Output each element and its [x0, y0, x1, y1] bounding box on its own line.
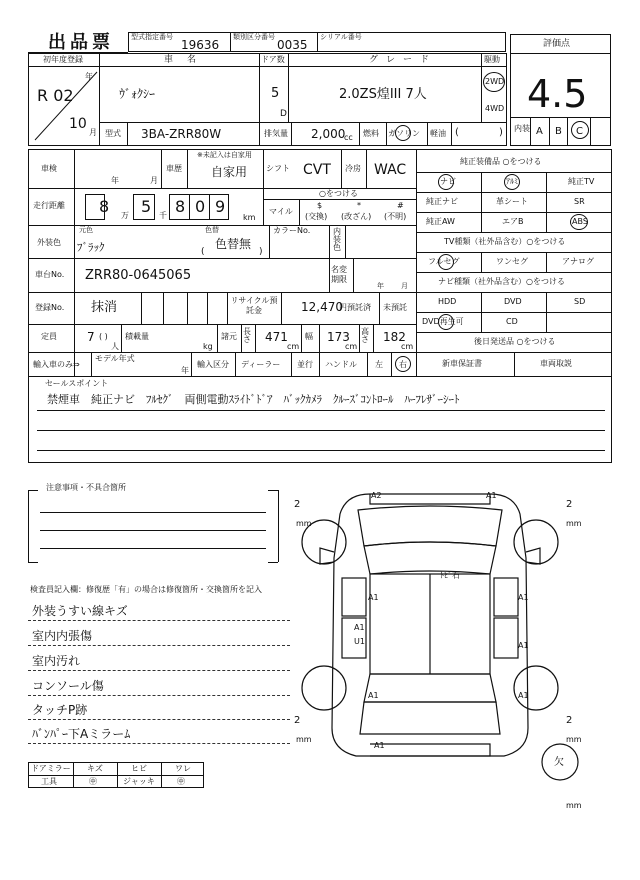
mileage-digit-1: 8 [99, 197, 110, 216]
original-color: ﾌﾞﾗｯｸ [77, 241, 105, 254]
repaint: 色替無 [215, 237, 252, 251]
nav-dvd: DVD [504, 297, 522, 306]
mark-front-bumper-right: A1 [486, 491, 497, 500]
equip-airbag: エアB [502, 217, 524, 226]
sales-point: 禁煙車 純正ナビ ﾌﾙｾｸﾞ 両側電動ｽﾗｲﾄﾞﾄﾞｱ ﾊﾞｯｸｶﾒﾗ ｸﾙｰｽﾞｺﾝﾄﾛｰﾙ ﾊｰﾌﾚｻﾞｰｼｰﾄ [47, 393, 460, 406]
shift: CVT [303, 162, 331, 178]
tire-front-right: 2 [566, 499, 573, 510]
note-1: 外装うすい線キズ [32, 604, 128, 618]
equip-genuine-navi: 純正ナビ [426, 197, 458, 206]
note-3: 室内汚れ [32, 654, 81, 668]
tools-table: ドアミラー キズ ヒビ ワレ 工具 ㊥ ジャッキ ㊥ [28, 762, 204, 788]
mileage-digit-3: 8 [175, 197, 186, 216]
nav-hdd: HDD [438, 297, 457, 306]
history: 自家用 [211, 165, 248, 179]
type-no: 19636 [181, 38, 220, 52]
fuel-gas: ガソリン [388, 129, 420, 138]
type-no-box: 型式指定番号 19636 [128, 32, 231, 52]
class-no: 0035 [277, 38, 308, 52]
equip-navi: ナビ [440, 177, 456, 186]
ac: WAC [374, 162, 407, 178]
equip-sr: SR [574, 197, 585, 206]
grade: 2.0ZS煌III 7人 [339, 87, 427, 102]
recycle-fee: 12,470 [301, 300, 343, 314]
mark-roof-u1: U1 [354, 637, 365, 646]
mark-front-bumper-left: A2 [371, 491, 382, 500]
first-reg-year: R 02 [37, 86, 74, 105]
equip-aw: 純正AW [426, 217, 455, 226]
tv-oneseg: ワンセグ [496, 257, 528, 266]
equip-leather: 革シート [496, 197, 528, 206]
mark-windshield: ﾄﾋﾞ石 [440, 571, 460, 580]
model: 3BA-ZRR80W [141, 127, 222, 141]
tv-fullseg: フルセグ [428, 257, 460, 266]
tire-rear-left: 2 [294, 715, 301, 726]
note-4: コンソール傷 [32, 679, 104, 693]
length: 471 [265, 330, 288, 344]
score-box: 評価点 4.5 内装 A B C [510, 34, 611, 146]
doors: 5 [271, 86, 280, 101]
score: 4.5 [527, 72, 588, 116]
handle-right: 右 [399, 360, 407, 369]
vehicle-basic-table: 初年度登録 年 R 02 10 月 車名 ｳﾞｫｸｼｰ ドア数 5 D グレード 2.0ZS煌III 7人 駆動 2WD 4WD 型式 3BA-ZRR80W 排気量 2,000 cc 燃料 ガソリン 軽油 ( ) [28, 53, 507, 146]
equip-abs: ABS [572, 217, 588, 226]
nav-sd: SD [574, 297, 586, 306]
mileage-digit-4: 0 [195, 197, 206, 216]
spec-table: 車検 年 月 車歴 ※未記入は自家用 自家用 シフト CVT 冷房 WAC 走行距離 8 万 5 千 8 0 9 km ○をつける マイル $ (交換) * (改ざん) # (不明) 外装色 元色 ﾌﾞﾗｯｸ 色替 色替無 ( ) カラーNo. 内装色 車台No. ZRR80-0645065 名変期限 年 月 登録No. 抹消 リサイクル預託金 12,470 円預託済 未預託 定員 7 ( ) 人 積載量 kg 諸元 長さ 471 cm 幅 173 cm 高さ 182 cm 輸入車のみ⇒ モデル年式 年 輸入区分 ディーラー 並行 ハンドル 左 右 純正装備品 ○をつける ナビ ｱﾙﾐ 純正TV 純正ナビ 革シート SR 純正AW エアB ABS TV種類（社外品含む）○をつける フルセグ ワンセグ アナログ ナビ種類（社外品含む）○をつける HDD DVD SD DVD再生可 CD 後日発送品 ○をつける 新車保証書 車両取説 セールスポイント 禁煙車 純正ナビ ﾌﾙｾｸﾞ 両側電動ｽﾗｲﾄﾞﾄﾞｱ ﾊﾞｯｸｶﾒﾗ ｸﾙｰｽﾞｺﾝﾄﾛｰﾙ ﾊｰﾌﾚｻﾞｰｼｰﾄ [28, 149, 612, 463]
mark-right-rear-door: A1 [518, 641, 529, 650]
mark-rear-right: A1 [518, 691, 529, 700]
equip-tv: 純正TV [568, 177, 595, 186]
later-warranty: 新車保証書 [442, 359, 482, 368]
nav-cd: CD [506, 317, 518, 326]
equip-alumi: ｱﾙﾐ [506, 177, 518, 186]
mark-left-front-door: A1 [368, 593, 379, 602]
notes-box: 注意事項・不具合箇所 [28, 490, 278, 562]
document-title: 出品票 [48, 32, 114, 53]
interior-grade: C [576, 126, 583, 137]
mark-right-front-door: A1 [518, 593, 529, 602]
serial-box: シリアル番号 [317, 32, 506, 52]
note-6: ﾊﾞﾝﾊﾟｰ下Aミラーﾑ [32, 727, 131, 741]
equipment-panel: 純正装備品 ○をつける ナビ ｱﾙﾐ 純正TV 純正ナビ 革シート SR 純正AW エアB ABS TV種類（社外品含む）○をつける フルセグ ワンセグ アナログ ナビ種類（社外品含む）○をつける HDD DVD SD DVD再生可 CD 後日発送品 ○をつける 新車保証書 車両取説 [416, 150, 612, 376]
mark-rear-bumper: A1 [374, 741, 385, 750]
note-2: 室内内張傷 [32, 629, 93, 643]
car-damage-diagram [300, 488, 600, 788]
note-5: タッチP跡 [32, 703, 88, 717]
later-manual: 車両取説 [540, 359, 572, 368]
displacement: 2,000 [311, 127, 346, 141]
mark-rear-left: A1 [368, 691, 379, 700]
height: 182 [383, 330, 406, 344]
nav-dvd-play: DVD再生可 [422, 317, 464, 326]
class-no-box: 類別区分番号 0035 [230, 32, 318, 52]
width: 173 [327, 330, 350, 344]
tire-front-left: 2 [294, 499, 301, 510]
tire-rear-right: 2 [566, 715, 573, 726]
mileage-digit-5: 9 [215, 197, 226, 216]
tv-analog: アナログ [562, 257, 594, 266]
capacity: 7 [87, 330, 95, 344]
car-name: ｳﾞｫｸｼｰ [119, 87, 156, 101]
first-reg-month: 10 [69, 116, 87, 132]
drive-2wd: 2WD [485, 77, 505, 86]
mark-roof-left: A1 [354, 623, 365, 632]
chassis-no: ZRR80-0645065 [85, 268, 192, 283]
registration: 抹消 [91, 300, 118, 315]
mileage-digit-2: 5 [141, 197, 152, 216]
spare-tire-status: 欠 [554, 757, 564, 768]
